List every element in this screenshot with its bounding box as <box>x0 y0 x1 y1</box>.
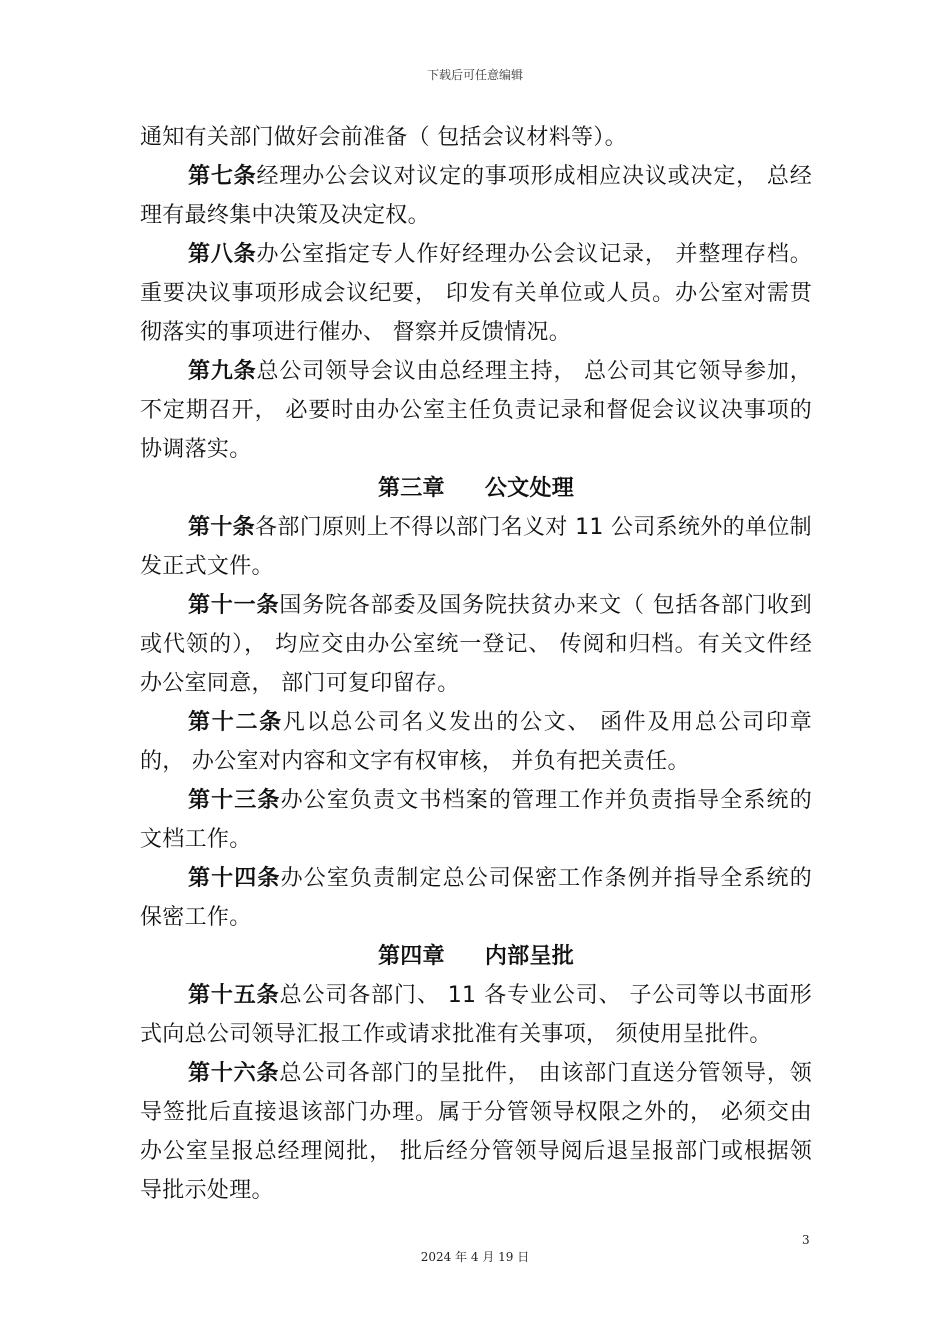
article-14 <box>140 859 812 937</box>
article-text: 总公司领导会议由总经理主持， 总公司其它领导参加，不定期召开， 必要时由办公室主任负责记录和督促会议议决事项的协调落实。 <box>140 359 812 462</box>
paragraph <box>140 118 812 157</box>
chapter-4-heading <box>140 937 812 976</box>
article-9 <box>140 352 812 469</box>
article-text: 凡以总公司名义发出的公文、 函件及用总公司印章的， 办公室对内容和文字有权审核， 并负有把关责任。 <box>140 710 813 774</box>
chapter-number: 第四章 <box>377 944 445 969</box>
article-title: 第十二条 <box>188 710 283 735</box>
article-title: 第九条 <box>188 359 257 384</box>
article-text: 总公司各部门的呈批件， 由该部门直送分管领导，领导签批后直接退该部门办理。属于分管领导权限之外的， 必须交由办公室呈报总经理阅批， 批后经分管领导阅后退呈报部门或根据领导批示处理。 <box>140 1061 813 1203</box>
article-title: 第十条 <box>188 515 256 540</box>
article-text: 经理办公会议对议定的事项形成相应决议或决定， 总经理有最终集中决策及决定权。 <box>140 164 812 228</box>
page-header: 下载后可任意编辑 <box>426 68 523 82</box>
article-13 <box>140 781 812 859</box>
paragraph-text: 通知有关部门做好会前准备（ 包括会议材料等）。 <box>140 125 627 150</box>
article-text: 各部门原则上不得以部门名义对 11 公司系统外的单位制发正式文件。 <box>140 515 812 579</box>
article-text: 国务院各部委及国务院扶贫办来文（ 包括各部门收到或代领的）， 均应交由办公室统一登记、 传阅和归档。有关文件经办公室同意， 部门可复印留存。 <box>140 593 813 696</box>
article-text: 总公司各部门、 11 各专业公司、 子公司等以书面形式向总公司领导汇报工作或请求批准有关事项， 须使用呈批件。 <box>140 983 812 1047</box>
page-number: 3 <box>802 1233 810 1247</box>
page-footer-date: 2024 年 4 月 19 日 <box>420 1250 530 1264</box>
chapter-3-heading <box>140 469 812 508</box>
article-title: 第十四条 <box>188 866 281 891</box>
article-title: 第十一条 <box>188 593 280 618</box>
article-title: 第八条 <box>188 242 257 267</box>
article-title: 第十三条 <box>188 788 281 813</box>
article-title: 第七条 <box>188 164 257 189</box>
article-15 <box>140 976 812 1054</box>
chapter-name: 内部呈批 <box>484 944 575 969</box>
article-title: 第十六条 <box>188 1061 280 1086</box>
article-title: 第十五条 <box>188 983 280 1008</box>
article-12 <box>140 703 812 781</box>
article-11 <box>140 586 812 703</box>
chapter-number: 第三章 <box>377 476 445 501</box>
article-7 <box>140 157 812 235</box>
document-body <box>140 118 812 1210</box>
chapter-name: 公文处理 <box>484 476 575 501</box>
article-text: 办公室负责文书档案的管理工作并负责指导全系统的文档工作。 <box>140 788 813 852</box>
article-10 <box>140 508 812 586</box>
article-8 <box>140 235 812 352</box>
article-text: 办公室负责制定总公司保密工作条例并指导全系统的保密工作。 <box>140 866 813 930</box>
article-text: 办公室指定专人作好经理办公会议记录， 并整理存档。重要决议事项形成会议纪要， 印发有关单位或人员。办公室对需贯彻落实的事项进行催办、 督察并反馈情况。 <box>140 242 812 345</box>
article-16 <box>140 1054 812 1210</box>
